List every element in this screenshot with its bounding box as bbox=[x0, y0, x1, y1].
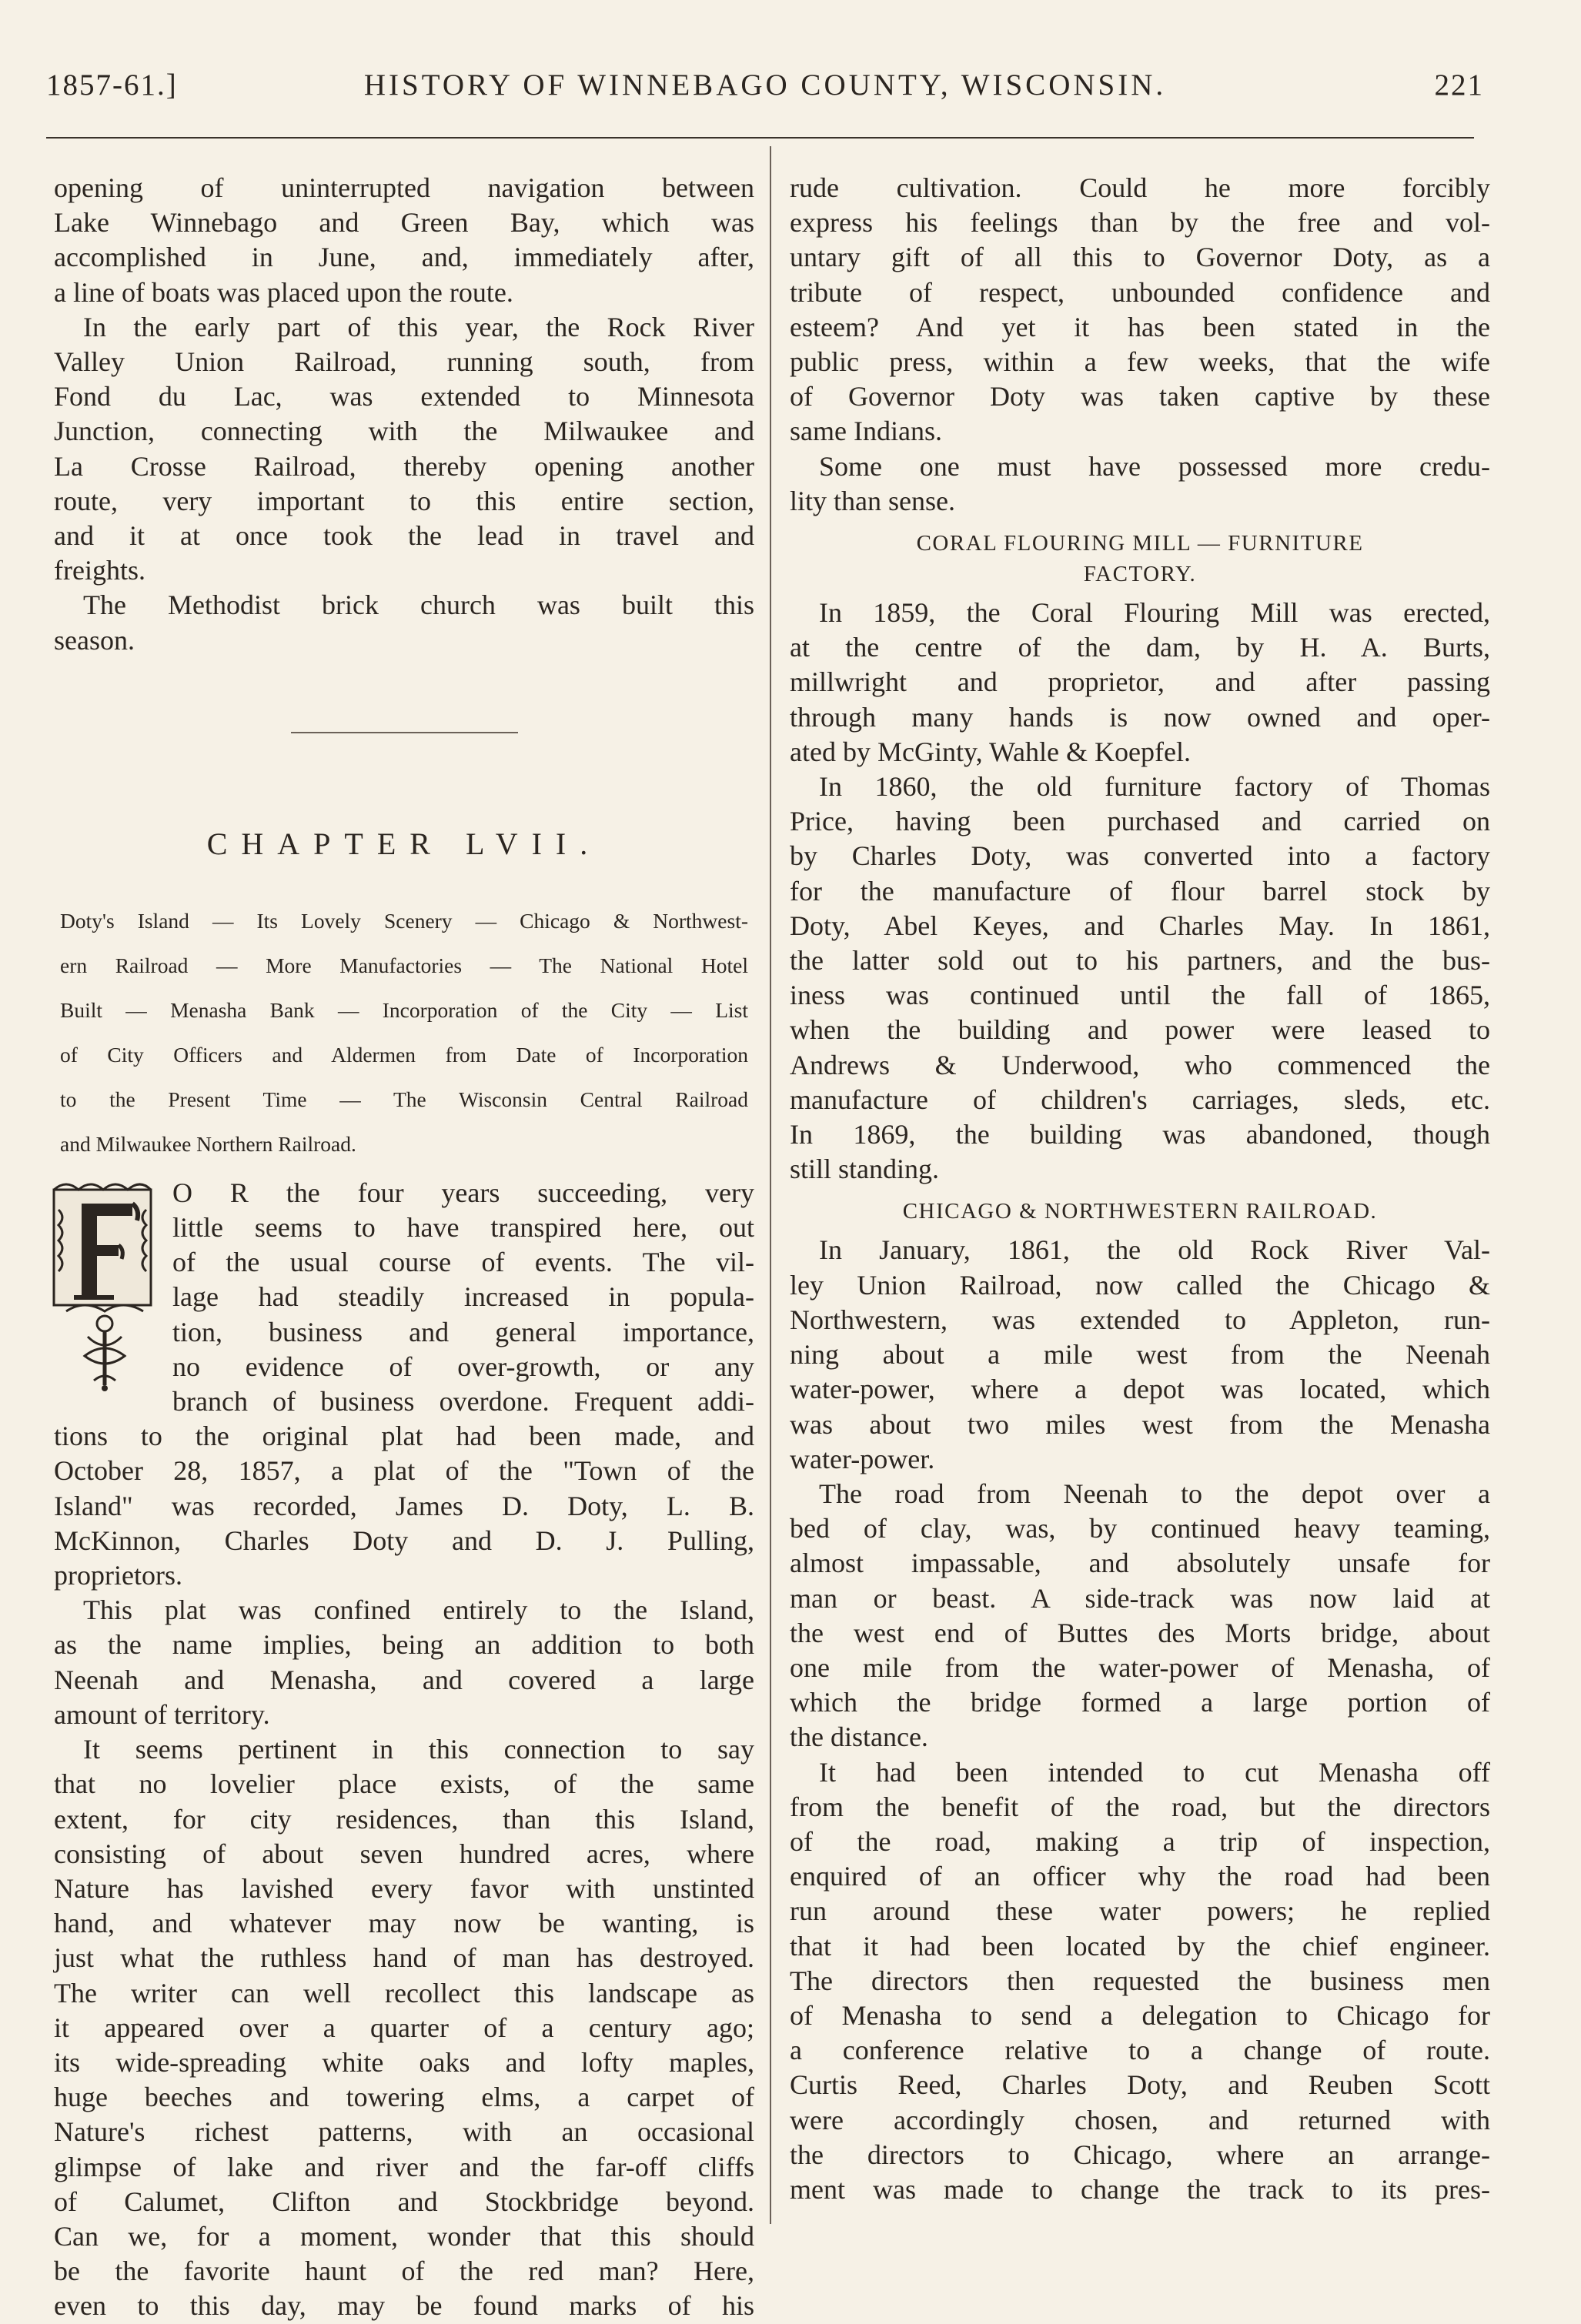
text-line: ated by McGinty, Wahle & Koepfel. bbox=[790, 736, 1191, 767]
synopsis-line: and Milwaukee Northern Railroad. bbox=[60, 1131, 356, 1156]
text-line: branch of business overdone. Frequent addi- bbox=[172, 1386, 754, 1417]
text-line: little seems to have transpired here, out bbox=[172, 1212, 754, 1244]
text-line: from the benefit of the road, but the directors bbox=[790, 1791, 1490, 1822]
section-heading bbox=[790, 528, 1490, 589]
text-line: rude cultivation. Could he more forcibly bbox=[790, 172, 1490, 203]
text-line: iness was continued until the fall of 1865, bbox=[790, 980, 1490, 1011]
text-line: route, very important to this entire section, bbox=[54, 485, 754, 516]
text-line: of the usual course of events. The vil- bbox=[172, 1247, 754, 1278]
text-line: untary gift of all this to Governor Doty, as a bbox=[790, 242, 1490, 273]
text-line: freights. bbox=[54, 555, 145, 586]
text-line: amount of territory. bbox=[54, 1698, 270, 1730]
text-line: McKinnon, Charles Doty and D. J. Pulling, bbox=[54, 1524, 754, 1556]
text-line: which the bridge formed a large portion of bbox=[790, 1687, 1490, 1718]
paragraph bbox=[790, 770, 1490, 1187]
header-rule bbox=[46, 137, 1474, 139]
text-line: of Menasha to send a delegation to Chicago for bbox=[790, 1999, 1490, 2031]
text-line: October 28, 1857, a plat of the "Town of the bbox=[54, 1455, 754, 1487]
running-head bbox=[46, 68, 1484, 111]
text-line: a line of boats was placed upon the route. bbox=[54, 276, 513, 308]
text-line: its wide-spreading white oaks and lofty maples, bbox=[54, 2046, 754, 2078]
text-line: It had been intended to cut Menasha off bbox=[819, 1756, 1490, 1788]
section-heading-line: CORAL FLOURING MILL — FURNITURE bbox=[916, 531, 1364, 556]
text-line: Nature has lavished every favor with unstinted bbox=[54, 1872, 754, 1904]
ornamental-initial-icon bbox=[51, 1179, 159, 1393]
text-line: ley Union Railroad, now called the Chicago & bbox=[790, 1269, 1490, 1301]
text-line: Nature's richest patterns, with an occasional bbox=[54, 2116, 754, 2148]
text-line: lage had steadily increased in popula- bbox=[172, 1281, 754, 1313]
text-line: It seems pertinent in this connection to say bbox=[83, 1734, 754, 1765]
opening-paragraph bbox=[54, 1176, 754, 1593]
synopsis-line: Doty's Island — Its Lovely Scenery — Chicago & Northwest- bbox=[60, 908, 748, 933]
paragraph bbox=[790, 1755, 1490, 2208]
text-line: Some one must have possessed more credu- bbox=[819, 450, 1490, 482]
text-line: proprietors. bbox=[54, 1560, 182, 1591]
synopsis-line: to the Present Time — The Wisconsin Central Railroad bbox=[60, 1087, 748, 1111]
text-line: that no lovelier place exists, of the same bbox=[54, 1768, 754, 1800]
paragraph bbox=[54, 171, 754, 310]
text-line: be the favorite haunt of the red man? Here, bbox=[54, 2256, 754, 2287]
text-line: public press, within a few weeks, that the wife bbox=[790, 346, 1490, 378]
text-line: still standing. bbox=[790, 1154, 940, 1185]
paragraph bbox=[790, 171, 1490, 449]
text-line: ning about a mile west from the Neenah bbox=[790, 1339, 1490, 1371]
text-line: La Crosse Railroad, thereby opening another bbox=[54, 450, 754, 482]
text-line: Curtis Reed, Charles Doty, and Reuben Scott bbox=[790, 2069, 1490, 2101]
text-line: that it had been located by the chief engineer. bbox=[790, 1930, 1490, 1962]
text-line: almost impassable, and absolutely unsafe for bbox=[790, 1548, 1490, 1579]
text-line: water-power, where a depot was located, which bbox=[790, 1374, 1490, 1405]
text-line: same Indians. bbox=[790, 416, 942, 447]
text-line: the latter sold out to his partners, and the bus- bbox=[790, 945, 1490, 977]
text-line: opening of uninterrupted navigation between bbox=[54, 172, 754, 203]
text-line: the distance. bbox=[790, 1721, 928, 1753]
paragraph bbox=[790, 1477, 1490, 1755]
text-line: manufacture of children's carriages, sleds, etc. bbox=[790, 1084, 1490, 1115]
text-line: run around these water powers; he replied bbox=[790, 1895, 1490, 1927]
left-column bbox=[54, 171, 754, 2324]
text-line: Doty, Abel Keyes, and Charles May. In 1861, bbox=[790, 910, 1490, 941]
text-line: Neenah and Menasha, and covered a large bbox=[54, 1664, 754, 1695]
text-line: hand, and whatever may now be wanting, is bbox=[54, 1908, 754, 1939]
text-line: Valley Union Railroad, running south, from bbox=[54, 346, 754, 378]
paragraph bbox=[790, 449, 1490, 519]
text-line: Junction, connecting with the Milwaukee and bbox=[54, 416, 754, 447]
paragraph bbox=[790, 596, 1490, 770]
text-line: O R the four years succeeding, very bbox=[172, 1177, 754, 1208]
text-line: In 1869, the building was abandoned, though bbox=[790, 1119, 1490, 1150]
text-line: In the early part of this year, the Rock River bbox=[83, 311, 754, 342]
text-line: esteem? And yet it has been stated in the bbox=[790, 311, 1490, 342]
text-line: water-power. bbox=[790, 1443, 935, 1474]
text-line: In 1859, the Coral Flouring Mill was erected, bbox=[819, 597, 1490, 629]
text-line: lity than sense. bbox=[790, 485, 955, 516]
right-column bbox=[790, 171, 1490, 2207]
text-line: This plat was confined entirely to the Island, bbox=[83, 1594, 754, 1626]
text-line: millwright and proprietor, and after passing bbox=[790, 666, 1490, 698]
section-heading-line: FACTORY. bbox=[1083, 562, 1197, 587]
text-line: the directors to Chicago, where an arrange- bbox=[790, 2139, 1490, 2170]
text-line: of Governor Doty was taken captive by these bbox=[790, 381, 1490, 412]
text-line: The Methodist brick church was built this bbox=[83, 589, 754, 621]
ornamental-initial bbox=[51, 1179, 159, 1393]
section-heading: CHICAGO & NORTHWESTERN RAILROAD. bbox=[902, 1199, 1378, 1224]
text-line: just what the ruthless hand of man has destroyed. bbox=[54, 1942, 754, 1974]
text-line: extent, for city residences, than this Island, bbox=[54, 1803, 754, 1835]
text-line: by Charles Doty, was converted into a factory bbox=[790, 840, 1490, 872]
text-line: The directors then requested the business men bbox=[790, 1965, 1490, 1996]
text-line: bed of clay, was, by continued heavy teaming, bbox=[790, 1513, 1490, 1544]
synopsis-line: ern Railroad — More Manufactories — The National Hotel bbox=[60, 953, 748, 977]
synopsis-line: of City Officers and Aldermen from Date of Incorporation bbox=[60, 1042, 748, 1067]
running-head-title: HISTORY OF WINNEBAGO COUNTY, WISCONSIN. bbox=[363, 68, 1167, 102]
text-line: In January, 1861, the old Rock River Val- bbox=[819, 1234, 1490, 1266]
text-line: Can we, for a moment, wonder that this should bbox=[54, 2220, 754, 2252]
text-line: Andrews & Underwood, who commenced the bbox=[790, 1049, 1490, 1080]
text-line: man or beast. A side-track was now laid at bbox=[790, 1582, 1490, 1614]
text-line: consisting of about seven hundred acres, where bbox=[54, 1838, 754, 1869]
text-line: tribute of respect, unbounded confidence and bbox=[790, 276, 1490, 308]
text-line: huge beeches and towering elms, a carpet of bbox=[54, 2082, 754, 2113]
text-line: Lake Winnebago and Green Bay, which was bbox=[54, 207, 754, 239]
text-line: through many hands is now owned and oper- bbox=[790, 701, 1490, 733]
text-line: a conference relative to a change of route. bbox=[790, 2035, 1490, 2066]
text-line: for the manufacture of flour barrel stock by bbox=[790, 875, 1490, 907]
text-line: and it at once took the lead in travel and bbox=[54, 520, 754, 552]
text-line: The road from Neenah to the depot over a bbox=[819, 1478, 1490, 1509]
paragraph bbox=[54, 1732, 754, 2323]
text-line: no evidence of over-growth, or any bbox=[172, 1351, 754, 1382]
text-line: one mile from the water-power of Menasha, of bbox=[790, 1651, 1490, 1683]
text-line: Fond du Lac, was extended to Minnesota bbox=[54, 381, 754, 412]
text-line: when the building and power were leased to bbox=[790, 1014, 1490, 1046]
text-line: was about two miles west from the Menasha bbox=[790, 1408, 1490, 1440]
text-line: accomplished in June, and, immediately after, bbox=[54, 242, 754, 273]
paragraph bbox=[790, 1233, 1490, 1476]
chapter-synopsis bbox=[54, 908, 754, 1157]
text-line: Northwestern, was extended to Appleton, run- bbox=[790, 1304, 1490, 1335]
text-line: were accordingly chosen, and returned with bbox=[790, 2104, 1490, 2135]
paragraph bbox=[54, 310, 754, 589]
section-divider bbox=[291, 732, 518, 733]
text-line: season. bbox=[54, 624, 135, 656]
running-head-years: 1857-61.] bbox=[46, 68, 178, 102]
text-line: of the road, making a trip of inspection, bbox=[790, 1825, 1490, 1857]
text-line: as the name implies, being an addition to both bbox=[54, 1629, 754, 1661]
text-line: In 1860, the old furniture factory of Thomas bbox=[819, 771, 1490, 803]
text-line: tion, business and general importance, bbox=[172, 1316, 754, 1347]
text-line: The writer can well recollect this landscape as bbox=[54, 1977, 754, 2008]
chapter-title: CHAPTER LVII. bbox=[206, 826, 602, 861]
text-line: at the centre of the dam, by H. A. Burts, bbox=[790, 632, 1490, 663]
text-line: Island" was recorded, James D. Doty, L. B. bbox=[54, 1490, 754, 1521]
text-line: enquired of an officer why the road had been bbox=[790, 1861, 1490, 1892]
text-line: Price, having been purchased and carried on bbox=[790, 806, 1490, 837]
text-line: of Calumet, Clifton and Stockbridge beyond. bbox=[54, 2185, 754, 2217]
synopsis-line: Built — Menasha Bank — Incorporation of the City — List bbox=[60, 997, 748, 1022]
text-line: the west end of Buttes des Morts bridge, about bbox=[790, 1617, 1490, 1648]
column-divider bbox=[770, 146, 771, 2224]
paragraph bbox=[54, 1593, 754, 1732]
paragraph bbox=[54, 1176, 754, 1593]
text-line: glimpse of lake and river and the far-off cliffs bbox=[54, 2151, 754, 2182]
paragraph bbox=[54, 588, 754, 657]
text-line: tions to the original plat had been made, and bbox=[54, 1421, 754, 1452]
text-line: even to this day, may be found marks of his bbox=[54, 2290, 754, 2322]
text-line: it appeared over a quarter of a century ago; bbox=[54, 2012, 754, 2043]
page-number: 221 bbox=[1434, 68, 1484, 102]
text-line: express his feelings than by the free and vol- bbox=[790, 207, 1490, 239]
text-line: ment was made to change the track to its pres- bbox=[790, 2173, 1490, 2205]
